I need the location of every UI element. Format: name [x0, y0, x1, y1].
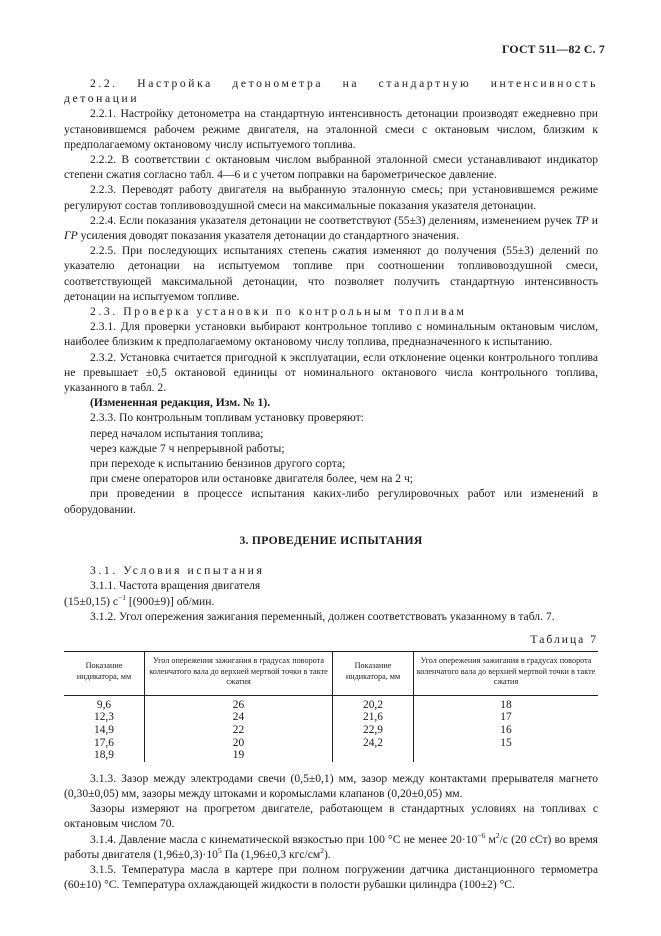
header-indicator-2: Показание индикатора, мм [333, 652, 414, 696]
list-item: перед началом испытания топлива; [90, 426, 264, 440]
table-cell: 22,9 [333, 724, 414, 737]
speed-value-b: [(900±9)] об/мин. [126, 594, 215, 608]
para-3-1-1: 3.1.1. Частота вращения двигателя [90, 579, 261, 593]
table-cell: 12,3 [94, 711, 114, 724]
list-item: при смене операторов или остановке двигателя более, чем на 2 ч; [90, 472, 414, 486]
page-header: ГОСТ 511—82 С. 7 [502, 42, 605, 56]
table-cell: 19 [145, 749, 333, 762]
table-cell: 18 [414, 695, 599, 711]
para-3-1-2: 3.1.2. Угол опережения зажигания переменный, должен соответствовать указанному в табл. 7. [90, 609, 555, 623]
exp-2: 2 [495, 830, 500, 840]
table-cell: 9,6 [96, 698, 112, 711]
para-2-2-4-and: и [588, 213, 598, 227]
amendment-note: (Измененная редакция, Изм. № 1). [90, 396, 271, 410]
table-cell: 20,2 [333, 695, 414, 711]
table-cell: 17 [414, 711, 599, 724]
exp-3: 5 [217, 846, 222, 856]
para-2-2-3: 2.2.3. Переводят работу двигателя на выбранную эталонную смесь; при установившемся режиме регулируют состав топливовоздушной смеси на максимальные показания указателя детонации. [64, 183, 598, 212]
para-3-1-3: 3.1.3. Зазор между электродами свечи (0,5±0,1) мм, зазор между контактами прерывателя магнето (0,30±0,05) мм, зазоры между штоками и коромыслами клапанов (0,20±0,05) мм. [64, 771, 598, 801]
table-row [64, 724, 598, 737]
header-angle-1: Угол опережения зажигания в градусах поворота коленчатого вала до верхней мертвой точки в такте сжатия [145, 652, 333, 696]
spacer [64, 762, 598, 771]
rotation-speed-value [64, 594, 598, 609]
speed-value-a: (15±0,15) с [64, 594, 119, 608]
section-3-title: 3. ПРОВЕДЕНИЕ ИСПЫТАНИЯ [239, 533, 423, 547]
table-7 [64, 651, 598, 762]
table-cell: 26 [145, 695, 333, 711]
exp-1: −6 [477, 830, 486, 840]
para-2-3: 2.3. Проверка установки по контрольным топливам [90, 305, 467, 319]
table-row [64, 695, 598, 711]
table-cell: 15 [414, 737, 599, 750]
para-3-1-5: 3.1.5. Температура масла в картере при полном погружении датчика дистанционного термометра (60±10) °С. Температура охлаждающей жидкости в полости рубашки цилиндра (100±2) °С. [64, 863, 598, 892]
para-2-3-3: 2.3.3. По контрольным топливам установку проверяют: [90, 411, 364, 425]
header-indicator-1: Показание индикатора, мм [64, 652, 145, 696]
table-cell [414, 749, 599, 762]
table-cell: 21,6 [333, 711, 414, 724]
list-item: через каждые 7 ч непрерывной работы; [90, 441, 285, 455]
para-3-1-4-d: Па (1,96±0,3 кгс/см [221, 847, 321, 861]
para-3-1-4-e: ). [323, 847, 331, 861]
knob-gr-label: ГР [64, 229, 78, 243]
table-cell: 14,9 [94, 724, 114, 737]
para-2-2: 2.2. Настройка детонометра на стандартную интенсивность детонации [64, 77, 598, 106]
table-7-caption: Таблица 7 [530, 632, 598, 646]
table-cell: 22 [145, 724, 333, 737]
speed-exponent: −1 [118, 592, 126, 602]
para-3-1-4-a: 3.1.4. Давление масла с кинематической вязкостью при 100 °С не менее 20·10 [90, 832, 478, 846]
table-cell: 16 [414, 724, 599, 737]
table-row [64, 749, 598, 762]
para-2-2-4-rest: усиления доводят показания указателя детонации до стандартного значения. [77, 229, 459, 243]
para-2-2-4-text: 2.2.4. Если показания указателя детонации не соответствуют (55±3) делениям, изменением ручек [90, 213, 576, 227]
para-2-3-2: 2.3.2. Установка считается пригодной к эксплуатации, если отклонение оценки контрольного топлива не превышает ±0,5 октановой единицы от номинального октанового числа контрольного топлива, указанного в табл. 2. [64, 350, 598, 395]
table-row [64, 711, 598, 724]
table-cell: 17,6 [94, 736, 114, 749]
para-2-2-1: 2.2.1. Настройку детонометра на стандартную интенсивность детонации производят ежедневно при установившемся рабочем режиме двигателя, на эталонной смеси с октановым числом, близким к предполагаемому октановому числу испытуемого топлива. [64, 107, 598, 151]
para-2-2-4 [64, 213, 598, 243]
table-cell [333, 749, 414, 762]
header-angle-2: Угол опережения зажигания в градусах поворота коленчатого вала до верхней мертвой точки в такте сжатия [414, 652, 599, 696]
table-cell: 24 [145, 711, 333, 724]
para-3-1-4 [64, 832, 598, 862]
para-2-2-5: 2.2.5. При последующих испытаниях степень сжатия изменяют до получения (55±3) делений по указателю детонации на испытуемом топливе при соотношении топливовоздушной смеси, соответствующей максимальной детонации, что позволяет получить стандартную интенсивность детонации на испытуемом топливе. [64, 244, 598, 303]
page-content [64, 76, 598, 892]
para-3-1-3b: Зазоры измеряют на прогретом двигателе, работающем в стандартных условиях на топливах с октановым числом 70. [64, 802, 598, 831]
para-3-1: 3.1. Условия испытания [90, 564, 265, 578]
para-3-1-4-b: м [485, 832, 496, 846]
para-3-1-4-c: /с (20 сСт) во время работы двигателя (1,96±0,3)·10 [64, 832, 598, 861]
table-cell: 24,2 [333, 737, 414, 750]
exp-4: 2 [320, 846, 324, 856]
table-cell: 18,9 [94, 749, 114, 762]
table-cell: 20 [145, 737, 333, 750]
knob-tp-label: ТР [575, 213, 589, 227]
para-2-2-2: 2.2.2. В соответствии с октановым числом выбранной эталонной смеси устанавливают индикатор степени сжатия согласно табл. 4—6 и с учетом поправки на барометрическое давление. [64, 153, 598, 182]
para-2-3-1: 2.3.1. Для проверки установки выбирают контрольное топливо с номинальным октановым числом, наиболее близким к предполагаемому октановому числу топлива, предназначенного к испытанию. [64, 320, 598, 349]
table-row [64, 737, 598, 750]
list-item: при переходе к испытанию бензинов другого сорта; [90, 457, 346, 471]
list-item: при проведении в процессе испытания каких-либо регулировочных работ или изменений в оборудовании. [64, 487, 598, 516]
table-header-row [64, 652, 598, 696]
